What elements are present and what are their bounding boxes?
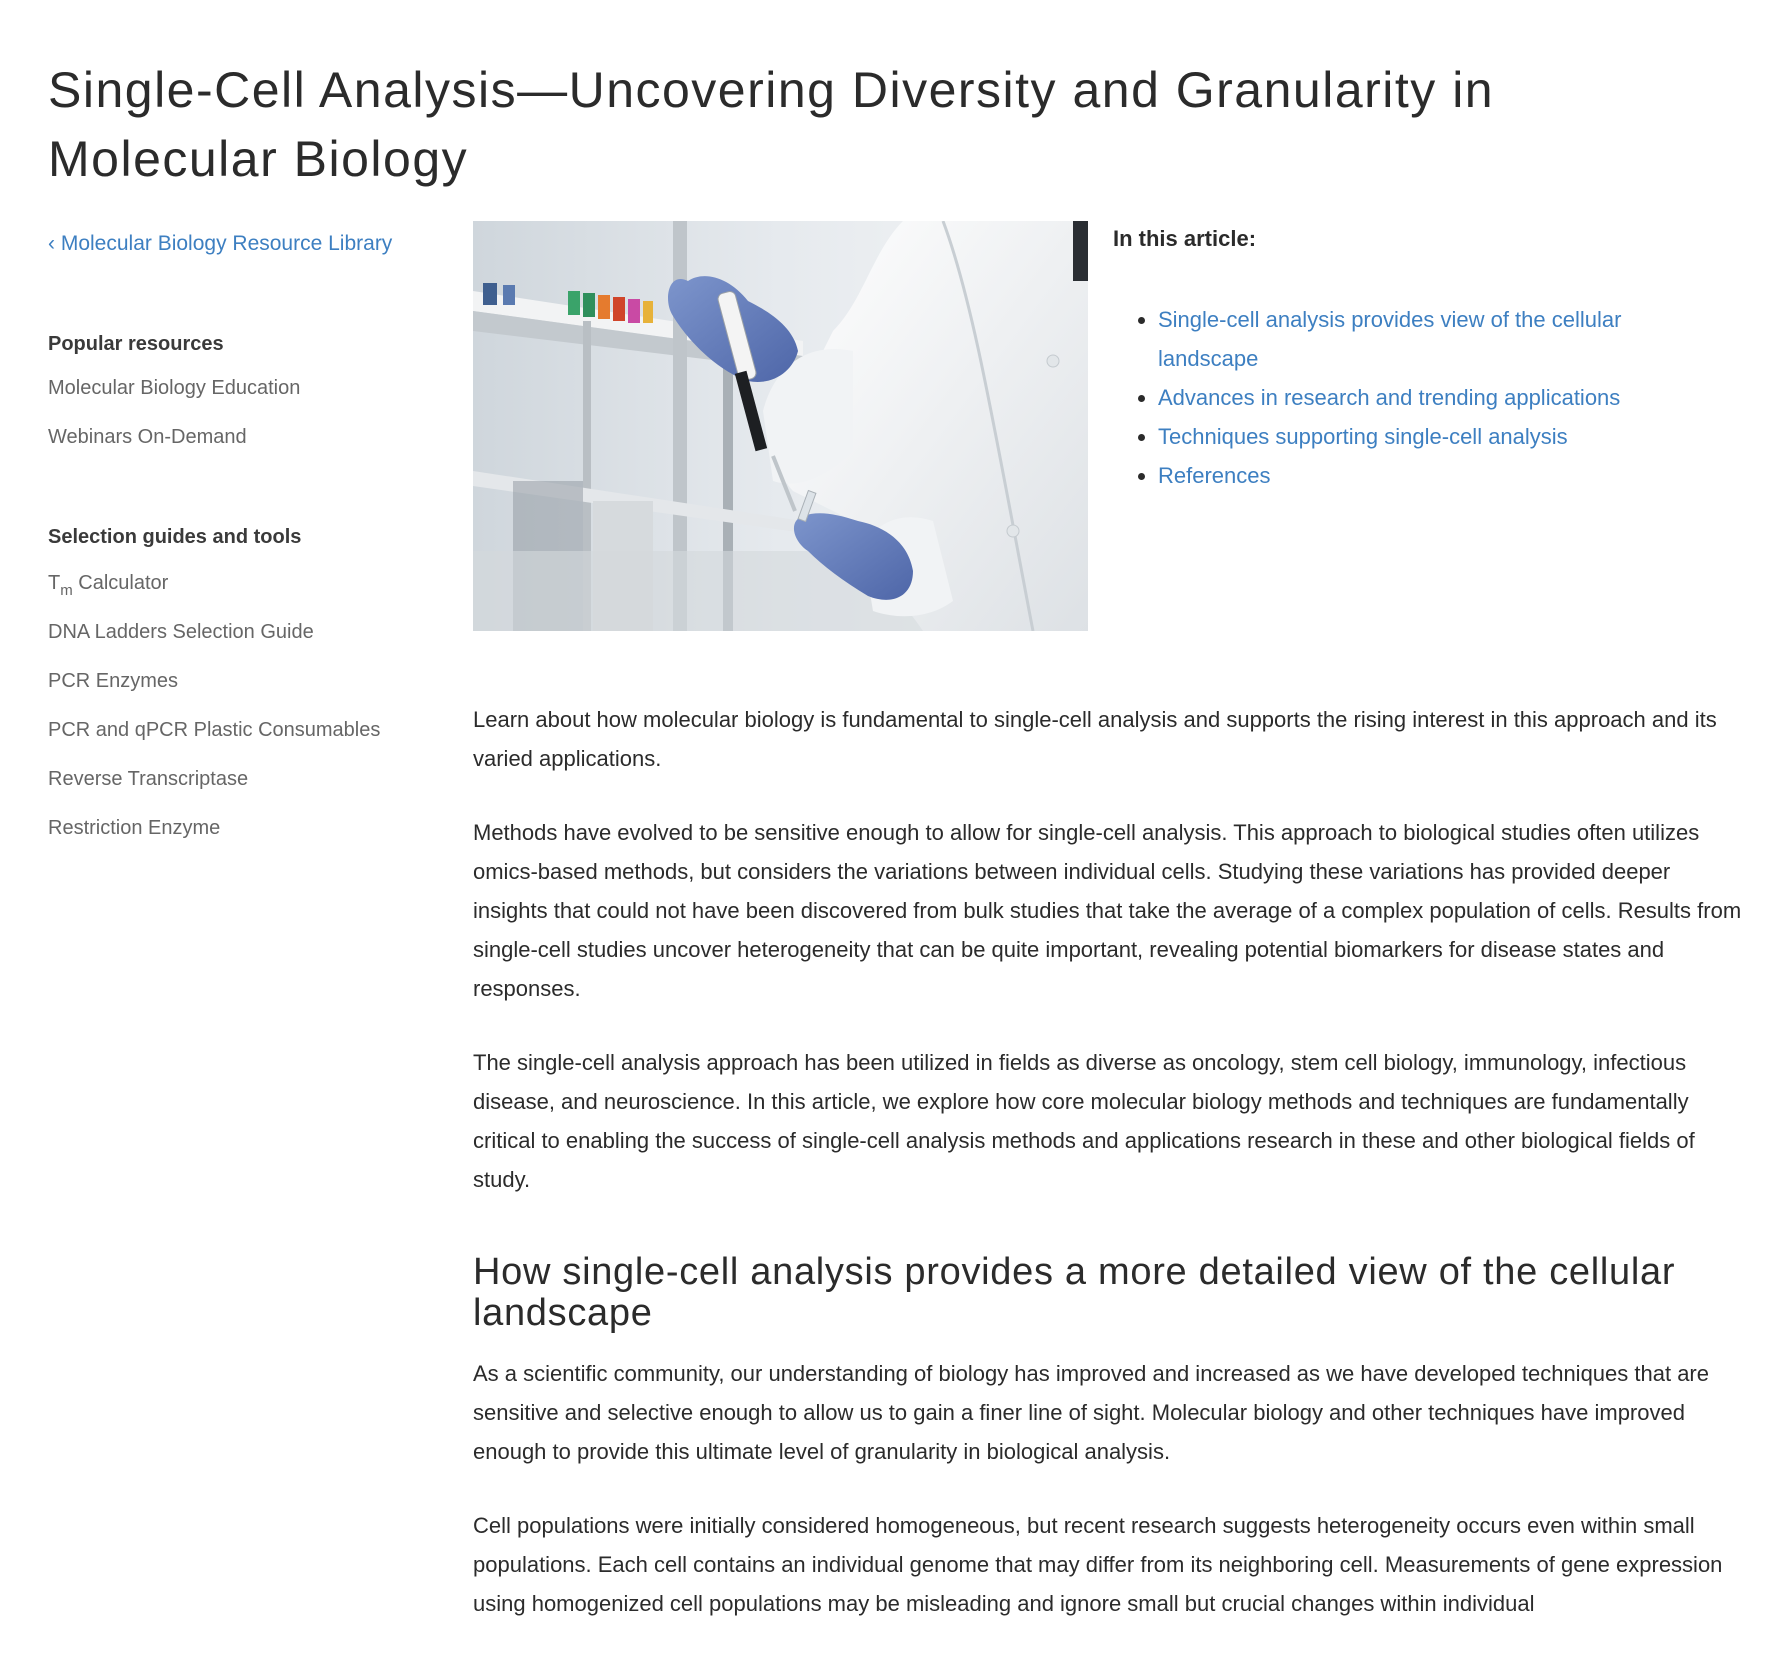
toc-list (1113, 300, 1673, 495)
sidebar-item-dna-ladders-selection-guide[interactable]: DNA Ladders Selection Guide (48, 621, 314, 643)
hero-image (473, 221, 1088, 631)
sidebar-item-tm-calculator[interactable] (48, 559, 380, 608)
toc-link-advances[interactable]: Advances in research and trending applications (1158, 385, 1621, 410)
popular-resources-title: Popular resources (48, 333, 224, 355)
popular-resources-section (48, 330, 300, 462)
selection-guides-section (48, 523, 380, 853)
sidebar-item-pcr-enzymes[interactable]: PCR Enzymes (48, 670, 179, 692)
selection-guides-title: Selection guides and tools (48, 526, 302, 548)
article-paragraph: Methods have evolved to be sensitive enough to allow for single-cell analysis. This approach to biological studies often utilizes omics-based methods, but considers the variations between individual cells. Studying these variations has provided deeper insights that could not have been discovered from bulk studies that take the average of a complex population of cells. Results from single-cell studies uncover heterogeneity that can be quite important, revealing potential biomarkers for disease states and responses. (473, 820, 1742, 1001)
selection-guides-list (48, 559, 380, 853)
lab-pipette-photo-icon (473, 221, 1088, 631)
table-of-contents (1113, 224, 1673, 495)
sidebar-item-webinars-on-demand[interactable]: Webinars On-Demand (48, 426, 247, 448)
article-intro: Learn about how molecular biology is fundamental to single-cell analysis and supports the rising interest in this approach and its varied applications. (473, 707, 1717, 771)
toc-item (1158, 378, 1673, 417)
page-title: Single-Cell Analysis—Uncovering Diversity and Granularity in Molecular Biology (48, 62, 1495, 187)
sidebar-item-restriction-enzyme[interactable]: Restriction Enzyme (48, 817, 221, 839)
article-paragraph: The single-cell analysis approach has been utilized in fields as diverse as oncology, stem cell biology, immunology, infectious disease, and neuroscience. In this article, we explore how core molecular biology methods and techniques are fundamentally critical to enabling the success of single-cell analysis methods and applications research in these and other biological fields of study. (473, 1050, 1695, 1192)
sidebar-item-molecular-biology-education[interactable]: Molecular Biology Education (48, 377, 301, 399)
toc-item (1158, 417, 1673, 456)
sidebar-item-pcr-plastic-consumables[interactable]: PCR and qPCR Plastic Consumables (48, 719, 381, 741)
toc-link-references[interactable]: References (1158, 463, 1271, 488)
tm-suffix: Calculator (72, 572, 169, 594)
article-paragraph: As a scientific community, our understanding of biology has improved and increased as we have developed techniques that are sensitive and selective enough to allow us to gain a finer line of sight. Molecular biology and other techniques have improved enough to provide this ultimate level of granularity in biological analysis. (473, 1361, 1709, 1464)
sidebar-item-reverse-transcriptase[interactable]: Reverse Transcriptase (48, 768, 249, 790)
article-body (473, 700, 1743, 1658)
toc-link-techniques[interactable]: Techniques supporting single-cell analysis (1158, 424, 1568, 449)
toc-item (1158, 456, 1673, 495)
popular-resources-list (48, 364, 300, 462)
back-to-resource-library-link[interactable]: ‹ Molecular Biology Resource Library (48, 232, 393, 255)
sidebar (48, 218, 428, 839)
section-heading: How single-cell analysis provides a more detailed view of the cellular landscape (473, 1251, 1676, 1334)
tm-prefix: T (48, 572, 61, 594)
toc-item (1158, 300, 1673, 378)
article-paragraph: Cell populations were initially considered homogeneous, but recent research suggests heterogeneity occurs even within small populations. Each cell contains an individual genome that may differ from its neighboring cell. Measurements of gene expression using homogenized cell populations may be misleading and ignore small but crucial changes within individual (473, 1513, 1723, 1616)
toc-link-cellular-landscape[interactable]: Single-cell analysis provides view of the cellular landscape (1158, 307, 1622, 371)
toc-title: In this article: (1113, 226, 1257, 251)
tm-subscript: m (60, 582, 73, 599)
